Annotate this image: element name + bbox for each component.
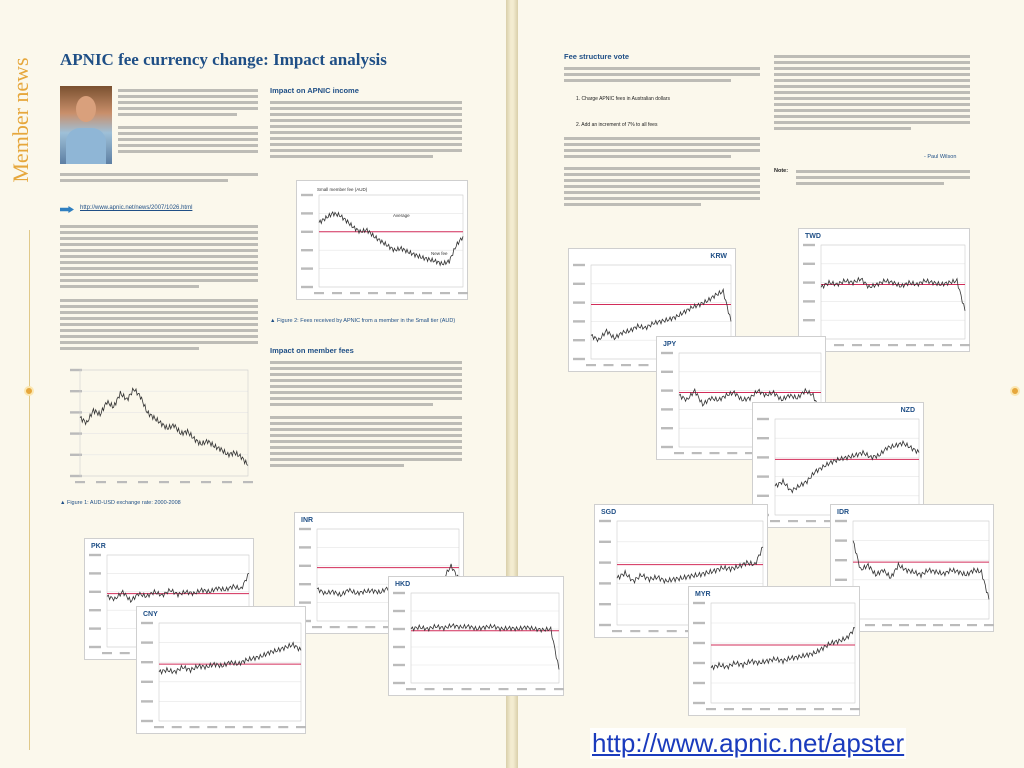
- series-line: [591, 289, 731, 341]
- y-tick-label: [661, 427, 673, 429]
- y-tick-label: [693, 662, 705, 664]
- fee-list-item-2: 2. Add an increment of 7% to all fees: [576, 122, 658, 128]
- series-line: [775, 441, 919, 492]
- fee-vote-body: [564, 134, 760, 209]
- x-tick-label: [517, 688, 527, 690]
- chart-twd-label: TWD: [805, 233, 821, 240]
- x-tick-label: [706, 708, 716, 710]
- fee-list-item-1: 1. Charge APNIC fees in Australian dollars: [576, 96, 670, 102]
- y-tick-label: [393, 646, 405, 648]
- x-tick-label: [425, 688, 435, 690]
- y-tick-label: [757, 456, 769, 458]
- y-tick-label: [757, 475, 769, 477]
- x-tick-label: [312, 626, 322, 628]
- y-tick-label: [661, 446, 673, 448]
- x-tick-label: [96, 481, 106, 483]
- small-fee-label: Small member fee (AUD): [317, 187, 368, 192]
- x-tick-label: [742, 708, 752, 710]
- fig1-caption: ▲ Figure 1: AUD-USD exchange rate: 2000-2008: [60, 500, 181, 506]
- y-tick-label: [835, 579, 847, 581]
- y-tick-label: [89, 609, 101, 611]
- chart-cny-plot: [137, 607, 307, 735]
- x-tick-label: [806, 520, 816, 522]
- y-tick-label: [661, 408, 673, 410]
- x-tick-label: [225, 726, 235, 728]
- x-tick-label: [201, 481, 211, 483]
- y-tick-label: [599, 520, 611, 522]
- chart-myr: [688, 586, 860, 716]
- x-tick-label: [120, 652, 130, 654]
- x-tick-label: [499, 688, 509, 690]
- x-tick-label: [404, 292, 414, 294]
- y-tick-label: [141, 681, 153, 683]
- x-tick-label: [942, 344, 952, 346]
- y-tick-label: [141, 622, 153, 624]
- plot-frame: [821, 245, 965, 339]
- x-tick-label: [154, 726, 164, 728]
- x-tick-label: [440, 292, 450, 294]
- series-line: [319, 212, 463, 265]
- x-tick-label: [834, 344, 844, 346]
- intro-text: [118, 86, 258, 156]
- plot-frame: [775, 419, 919, 515]
- y-tick-label: [835, 520, 847, 522]
- impact-income-text: [270, 98, 462, 161]
- y-tick-label: [757, 495, 769, 497]
- y-tick-label: [693, 622, 705, 624]
- chart-myr-label: MYR: [695, 591, 711, 598]
- author-photo: [60, 86, 112, 164]
- x-tick-label: [674, 452, 684, 454]
- y-tick-label: [573, 301, 585, 303]
- chart-nzd-label: NZD: [900, 407, 915, 414]
- x-tick-label: [906, 344, 916, 346]
- y-tick-label: [89, 646, 101, 648]
- chart-krw-label: KRW: [710, 253, 727, 260]
- x-tick-label: [554, 688, 564, 690]
- plot-frame: [319, 195, 463, 287]
- chart-pkr-label: PKR: [91, 543, 106, 550]
- x-tick-label: [621, 364, 631, 366]
- x-tick-label: [422, 292, 432, 294]
- y-tick-label: [393, 628, 405, 630]
- y-tick-label: [301, 286, 313, 288]
- y-tick-label: [301, 267, 313, 269]
- x-tick-label: [778, 708, 788, 710]
- x-tick-label: [350, 292, 360, 294]
- y-tick-label: [89, 572, 101, 574]
- y-tick-label: [89, 627, 101, 629]
- news-link[interactable]: http://www.apnic.net/news/2007/1026.html: [80, 205, 193, 211]
- x-tick-label: [832, 708, 842, 710]
- impact-income-heading: Impact on APNIC income: [270, 86, 359, 95]
- x-tick-label: [330, 626, 340, 628]
- y-tick-label: [141, 661, 153, 663]
- small-fee-chart: [296, 180, 468, 300]
- y-tick-label: [835, 559, 847, 561]
- x-tick-label: [724, 708, 734, 710]
- x-tick-label: [710, 452, 720, 454]
- y-tick-label: [803, 281, 815, 283]
- x-tick-label: [788, 520, 798, 522]
- fig2-caption: ▲ Figure 2: Fees received by APNIC from a member in the Small tier (AUD): [270, 318, 456, 324]
- average-label: Average: [393, 213, 410, 218]
- closing-text: [774, 52, 970, 133]
- x-tick-label: [368, 292, 378, 294]
- y-tick-label: [141, 720, 153, 722]
- side-tab: Member news: [8, 57, 33, 183]
- body-paragraph-1: [60, 222, 258, 291]
- y-tick-label: [299, 583, 311, 585]
- footer-url-link[interactable]: http://www.apnic.net/apster: [592, 728, 905, 758]
- x-tick-label: [332, 292, 342, 294]
- aud-usd-chart: [66, 366, 254, 486]
- x-tick-label: [243, 481, 253, 483]
- impact-fees-text: [270, 358, 462, 470]
- chart-cny-label: CNY: [143, 611, 158, 618]
- x-tick-label: [180, 481, 190, 483]
- y-tick-label: [599, 582, 611, 584]
- x-tick-label: [536, 688, 546, 690]
- x-tick-label: [796, 708, 806, 710]
- plot-frame: [853, 521, 989, 619]
- x-tick-label: [462, 688, 472, 690]
- x-tick-label: [207, 726, 217, 728]
- x-tick-label: [117, 481, 127, 483]
- y-tick-label: [803, 319, 815, 321]
- page-dot-icon: [24, 386, 34, 396]
- y-tick-label: [393, 610, 405, 612]
- x-tick-label: [75, 481, 85, 483]
- new-fee-label: New fee: [431, 251, 448, 256]
- x-tick-label: [933, 624, 943, 626]
- x-tick-label: [586, 364, 596, 366]
- y-tick-label: [803, 300, 815, 302]
- x-tick-label: [630, 630, 640, 632]
- y-tick-label: [661, 389, 673, 391]
- y-tick-label: [141, 700, 153, 702]
- chart-myr-plot: [689, 587, 861, 717]
- article-title: APNIC fee currency change: Impact analysis: [60, 50, 387, 69]
- x-tick-label: [924, 344, 934, 346]
- x-tick-label: [850, 708, 860, 710]
- x-tick-label: [348, 626, 358, 628]
- y-tick-label: [301, 231, 313, 233]
- chart-twd: [798, 228, 970, 352]
- x-tick-label: [296, 726, 306, 728]
- small-fee-plot: [297, 181, 469, 301]
- fee-vote-text: [564, 64, 760, 85]
- y-tick-label: [89, 591, 101, 593]
- x-tick-label: [649, 630, 659, 632]
- y-tick-label: [299, 601, 311, 603]
- y-tick-label: [299, 528, 311, 530]
- chart-sgd-label: SGD: [601, 509, 617, 516]
- y-tick-label: [693, 602, 705, 604]
- y-tick-label: [757, 437, 769, 439]
- x-tick-label: [882, 624, 892, 626]
- y-tick-label: [757, 418, 769, 420]
- y-tick-label: [141, 641, 153, 643]
- x-tick-label: [443, 688, 453, 690]
- x-tick-label: [480, 688, 490, 690]
- y-tick-label: [393, 592, 405, 594]
- x-tick-label: [172, 726, 182, 728]
- x-tick-label: [222, 481, 232, 483]
- x-tick-label: [365, 626, 375, 628]
- plot-frame: [80, 370, 248, 476]
- chart-cny: [136, 606, 306, 734]
- x-tick-label: [159, 481, 169, 483]
- x-tick-label: [612, 630, 622, 632]
- chart-inr-label: INR: [301, 517, 314, 524]
- y-tick-label: [573, 320, 585, 322]
- y-tick-label: [299, 565, 311, 567]
- x-tick-label: [639, 364, 649, 366]
- link-arrow-icon: [60, 206, 74, 213]
- x-tick-label: [458, 292, 468, 294]
- x-tick-label: [760, 708, 770, 710]
- x-tick-label: [406, 688, 416, 690]
- x-tick-label: [278, 726, 288, 728]
- chart-idr-label: IDR: [837, 509, 850, 516]
- body-paragraph-2: [60, 296, 258, 353]
- plot-frame: [411, 593, 559, 683]
- chart-jpy-label: JPY: [663, 341, 677, 348]
- y-tick-label: [599, 624, 611, 626]
- x-tick-label: [960, 344, 970, 346]
- plot-frame: [711, 603, 855, 703]
- x-tick-label: [865, 624, 875, 626]
- x-tick-label: [102, 652, 112, 654]
- page-dot-icon: [1010, 386, 1020, 396]
- x-tick-label: [950, 624, 960, 626]
- x-tick-label: [692, 452, 702, 454]
- x-tick-label: [243, 726, 253, 728]
- x-tick-label: [888, 344, 898, 346]
- x-tick-label: [314, 292, 324, 294]
- chart-hkd-label: HKD: [395, 581, 411, 588]
- impact-fees-heading: Impact on member fees: [270, 346, 354, 355]
- series-line: [107, 573, 249, 602]
- y-tick-label: [835, 539, 847, 541]
- x-tick-label: [138, 481, 148, 483]
- y-tick-label: [299, 546, 311, 548]
- y-tick-label: [573, 339, 585, 341]
- aud-usd-plot: [66, 366, 254, 486]
- x-tick-label: [386, 292, 396, 294]
- x-tick-label: [727, 452, 737, 454]
- x-tick-label: [604, 364, 614, 366]
- y-tick-label: [573, 358, 585, 360]
- x-tick-label: [190, 726, 200, 728]
- x-tick-label: [852, 344, 862, 346]
- y-tick-label: [693, 682, 705, 684]
- intro-text-cont: [60, 170, 258, 185]
- y-tick-label: [301, 194, 313, 196]
- y-tick-label: [803, 244, 815, 246]
- y-tick-label: [599, 603, 611, 605]
- y-tick-label: [301, 212, 313, 214]
- x-tick-label: [899, 624, 909, 626]
- series-line: [80, 388, 248, 465]
- x-tick-label: [916, 624, 926, 626]
- y-tick-label: [573, 264, 585, 266]
- note-label: Note:: [774, 168, 789, 174]
- y-tick-label: [693, 702, 705, 704]
- x-tick-label: [870, 344, 880, 346]
- edge-rule: [29, 230, 30, 750]
- y-tick-label: [661, 371, 673, 373]
- x-tick-label: [967, 624, 977, 626]
- signature: - Paul Wilson: [924, 154, 957, 160]
- x-tick-label: [984, 624, 994, 626]
- y-tick-label: [393, 682, 405, 684]
- series-line: [159, 642, 301, 673]
- y-tick-label: [693, 642, 705, 644]
- y-tick-label: [301, 249, 313, 251]
- x-tick-label: [770, 520, 780, 522]
- x-tick-label: [814, 708, 824, 710]
- x-tick-label: [261, 726, 271, 728]
- y-tick-label: [599, 561, 611, 563]
- y-tick-label: [599, 541, 611, 543]
- chart-twd-plot: [799, 229, 971, 353]
- chart-hkd: [388, 576, 564, 696]
- y-tick-label: [89, 554, 101, 556]
- x-tick-label: [667, 630, 677, 632]
- y-tick-label: [393, 664, 405, 666]
- series-line: [853, 541, 989, 600]
- fee-vote-heading: Fee structure vote: [564, 52, 630, 61]
- note-text: [796, 167, 970, 188]
- y-tick-label: [573, 283, 585, 285]
- plot-frame: [159, 623, 301, 721]
- y-tick-label: [803, 263, 815, 265]
- y-tick-label: [661, 352, 673, 354]
- chart-hkd-plot: [389, 577, 565, 697]
